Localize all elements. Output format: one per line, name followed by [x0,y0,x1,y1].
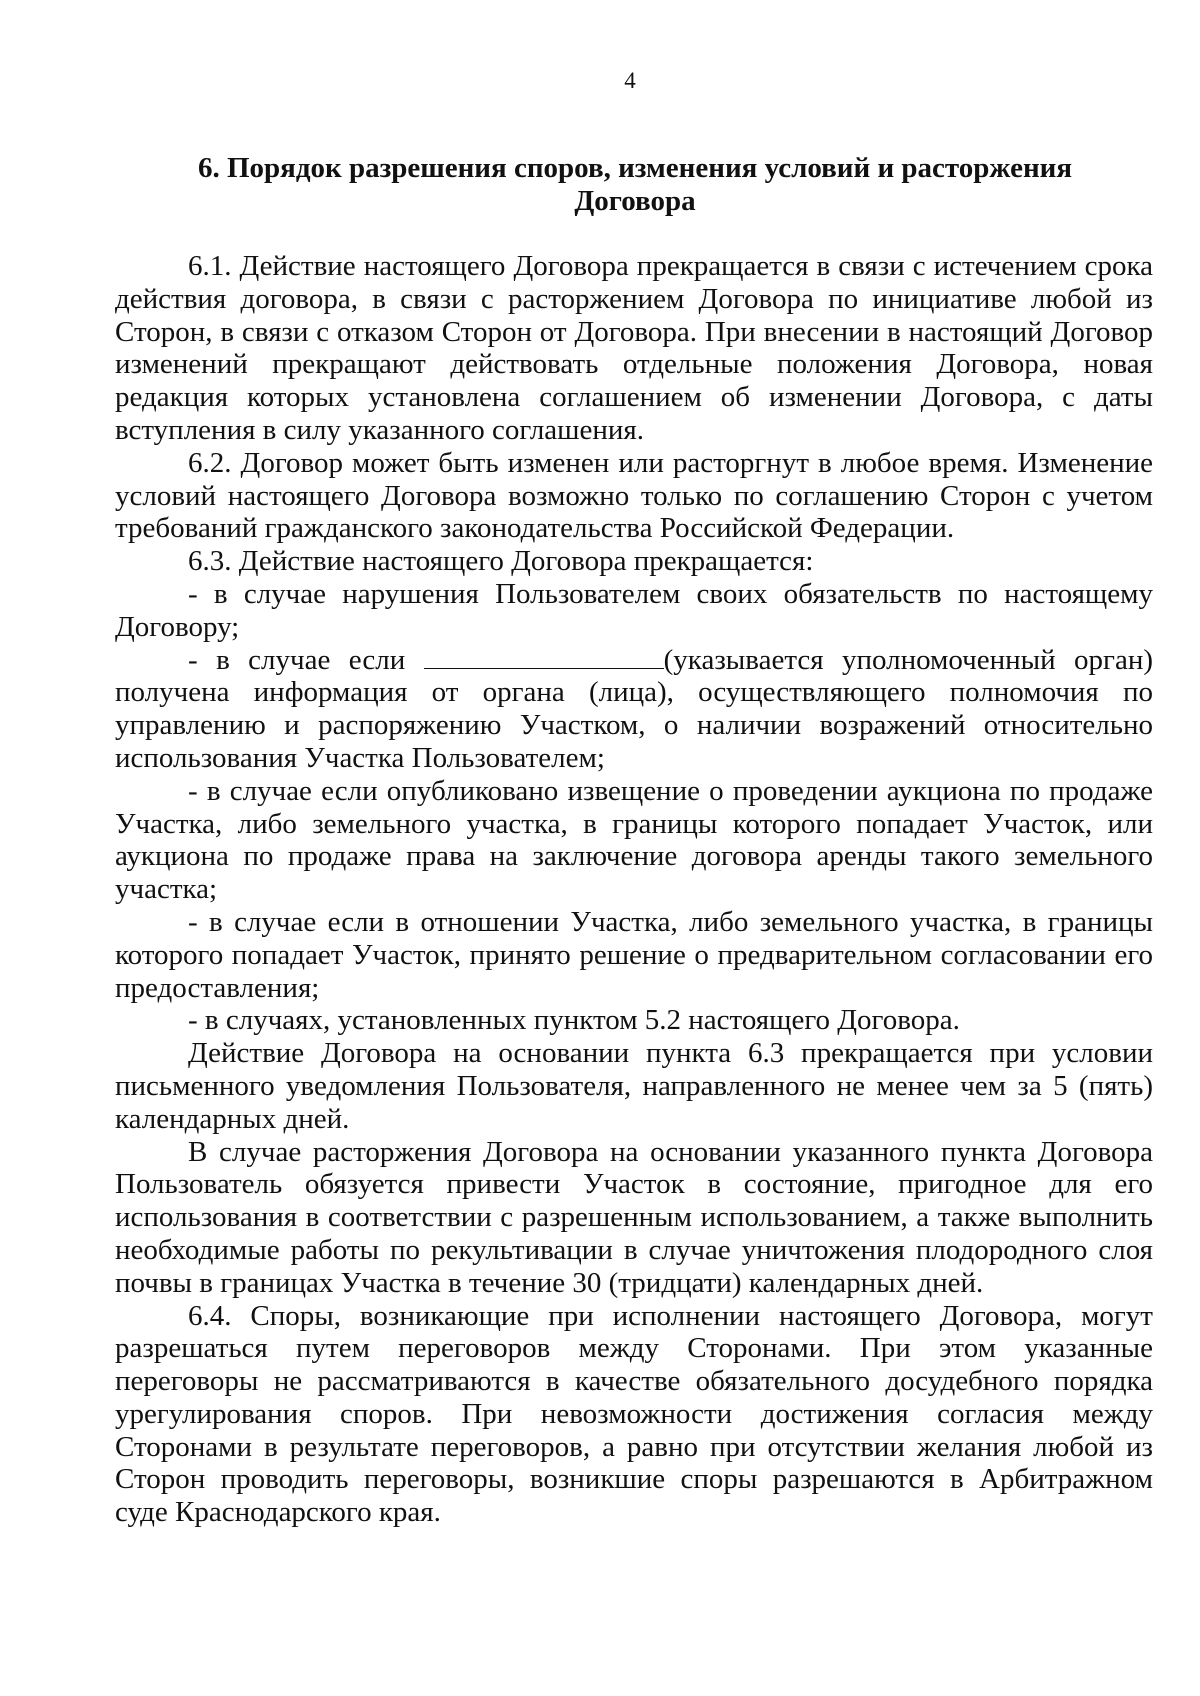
list-item-objection-end: (указывается уполномоченный орган) получена информация от органа (лица), осуществляющего полномочия по управлению и распоряжению Участком, о наличии возражений относительно использования Участка Пользователем; [115,643,1153,774]
page-number: 4 [624,68,636,93]
paragraph-6-2: 6.2. Договор может быть изменен или расторгнут в любое время. Изменение условий настоящего Договора возможно только по соглашению Сторон с учетом требований гражданского законодательства Российской Федерации. [115,446,1153,545]
list-item-clause-5-2: - в случаях, установленных пунктом 5.2 настоящего Договора. [188,1004,960,1037]
paragraph-6-1: 6.1. Действие настоящего Договора прекращается в связи с истечением срока действия договора, в связи с расторжением Договора по инициативе любой из Сторон, в связи с отказом Сторон от Договора. При внесении в настоящий Договор изменений прекращают действовать отдельные положения Договора, новая редакция которых установлена соглашением об изменении Договора, с даты вступления в силу указанного соглашения. [115,250,1153,446]
paragraph-6-3: 6.3. Действие настоящего Договора прекращается: [188,545,814,578]
list-item-objection-start: - в случае если [188,643,424,676]
section-body [115,250,1153,1529]
section-heading [115,152,1155,218]
section-heading-line-1: 6. Порядок разрешения споров, изменения условий и расторжения [197,152,1073,184]
paragraph-termination-obligations: В случае расторжения Договора на основании указанного пункта Договора Пользователь обязуется привести Участок в состояние, пригодное для его использования в соответствии с разрешенным использованием, а также выполнить необходимые работы по рекультивации в случае уничтожения плодородного слоя почвы в границах Участка в течение 30 (тридцати) календарных дней. [115,1135,1153,1299]
paragraph-6-4: 6.4. Споры, возникающие при исполнении настоящего Договора, могут разрешаться путем переговоров между Сторонами. При этом указанные переговоры не рассматриваются в качестве обязательного досудебного порядка урегулирования споров. При невозможности достижения согласия между Сторонами в результате переговоров, а равно при отсутствии желания любой из Сторон проводить переговоры, возникшие споры разрешаются в Арбитражном суде Краснодарского края. [115,1299,1153,1529]
blank-line-field [424,646,664,669]
list-item-violation: - в случае нарушения Пользователем своих обязательств по настоящему Договору; [115,577,1153,643]
section-heading-line-2: Договора [574,185,696,217]
paragraph-notice: Действие Договора на основании пункта 6.3 прекращается при условии письменного уведомления Пользователя, направленного не менее чем за 5 (пять) календарных дней. [115,1037,1153,1135]
list-item-objection [115,644,1153,775]
list-item-auction: - в случае если опубликовано извещение о проведении аукциона по продаже Участка, либо земельного участка, в границы которого попадает Участок, или аукциона по продаже права на заключение договора аренды такого земельного участка; [115,774,1153,906]
list-item-preliminary-approval: - в случае если в отношении Участка, либо земельного участка, в границы которого попадает Участок, принято решение о предварительном согласовании его предоставления; [115,905,1153,1004]
